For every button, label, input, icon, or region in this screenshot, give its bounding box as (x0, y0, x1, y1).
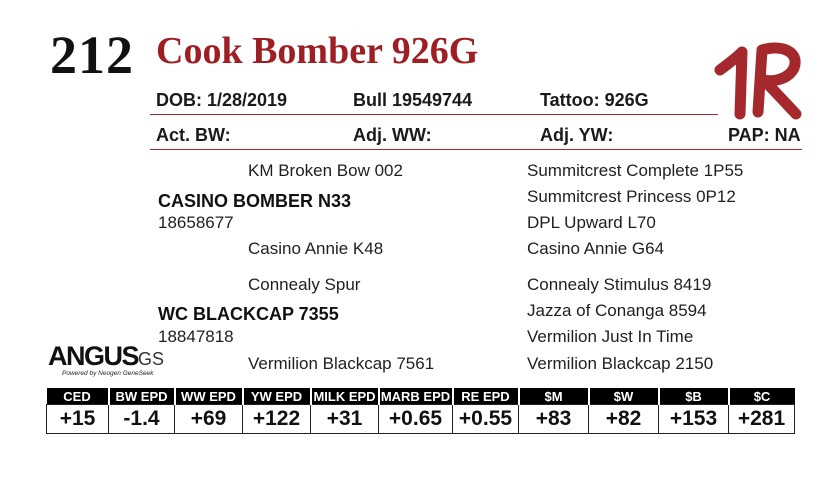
pap: PAP: NA (728, 125, 801, 145)
epd-value: +83 (519, 405, 589, 434)
registration-number: Bull 19549744 (353, 90, 473, 110)
adjusted-yearling-weight: Adj. YW: (540, 125, 614, 145)
epd-value: +31 (311, 405, 379, 434)
epd-header: $M (519, 388, 589, 405)
epd-header-row (47, 388, 795, 405)
lot-number: 212 (50, 25, 134, 85)
logo-tagline: Powered by Neogen GeneSeek (62, 370, 154, 377)
epd-header: MILK EPD (311, 388, 379, 405)
sire-dam-dam: Casino Annie G64 (527, 239, 665, 258)
epd-header: BW EPD (109, 388, 175, 405)
dam-registration: 18847818 (158, 327, 234, 346)
sire-registration: 18658677 (158, 213, 234, 232)
epd-header: $B (659, 388, 729, 405)
epd-value: +69 (175, 405, 243, 434)
sire-name: CASINO BOMBER N33 (158, 191, 352, 211)
adjusted-weaning-weight: Adj. WW: (353, 125, 432, 145)
logo-suffix: GS (138, 349, 165, 369)
epd-value: +82 (589, 405, 659, 434)
epd-value: +0.55 (453, 405, 519, 434)
sire-sire-dam: Summitcrest Princess 0P12 (527, 187, 736, 206)
epd-header: $W (589, 388, 659, 405)
sire-dam-sire: DPL Upward L70 (527, 213, 656, 232)
epd-value: +281 (729, 405, 795, 434)
sire-sire-sire: Summitcrest Complete 1P55 (527, 161, 744, 180)
header-divider (150, 114, 718, 115)
epd-value: +153 (659, 405, 729, 434)
epd-header: RE EPD (453, 388, 519, 405)
actual-birth-weight: Act. BW: (156, 125, 231, 145)
brand-mark (712, 36, 808, 120)
epd-value: +15 (47, 405, 109, 434)
epd-value: +0.65 (379, 405, 453, 434)
animal-name: Cook Bomber 926G (156, 30, 479, 72)
epd-header: WW EPD (175, 388, 243, 405)
dam-sire-sire: Connealy Stimulus 8419 (527, 275, 712, 294)
epd-header: MARB EPD (379, 388, 453, 405)
epd-value-row (47, 405, 795, 434)
dam-dam-sire: Vermilion Just In Time (527, 327, 694, 346)
dam-dam-dam: Vermilion Blackcap 2150 (527, 354, 714, 373)
dam-name: WC BLACKCAP 7355 (158, 304, 339, 324)
epd-header: YW EPD (243, 388, 311, 405)
logo-main-text: ANGUS (48, 341, 139, 371)
sire-sire: KM Broken Bow 002 (248, 161, 403, 180)
dam-dam: Vermilion Blackcap 7561 (248, 354, 435, 373)
sire-dam: Casino Annie K48 (248, 239, 384, 258)
epd-value: -1.4 (109, 405, 175, 434)
tattoo: Tattoo: 926G (540, 90, 649, 110)
epd-header: CED (47, 388, 109, 405)
epd-header: $C (729, 388, 795, 405)
weights-divider (150, 149, 802, 150)
dam-sire: Connealy Spur (248, 275, 361, 294)
dam-sire-dam: Jazza of Conanga 8594 (527, 301, 707, 320)
epd-value: +122 (243, 405, 311, 434)
dob: DOB: 1/28/2019 (156, 90, 288, 110)
epd-table (46, 388, 795, 434)
